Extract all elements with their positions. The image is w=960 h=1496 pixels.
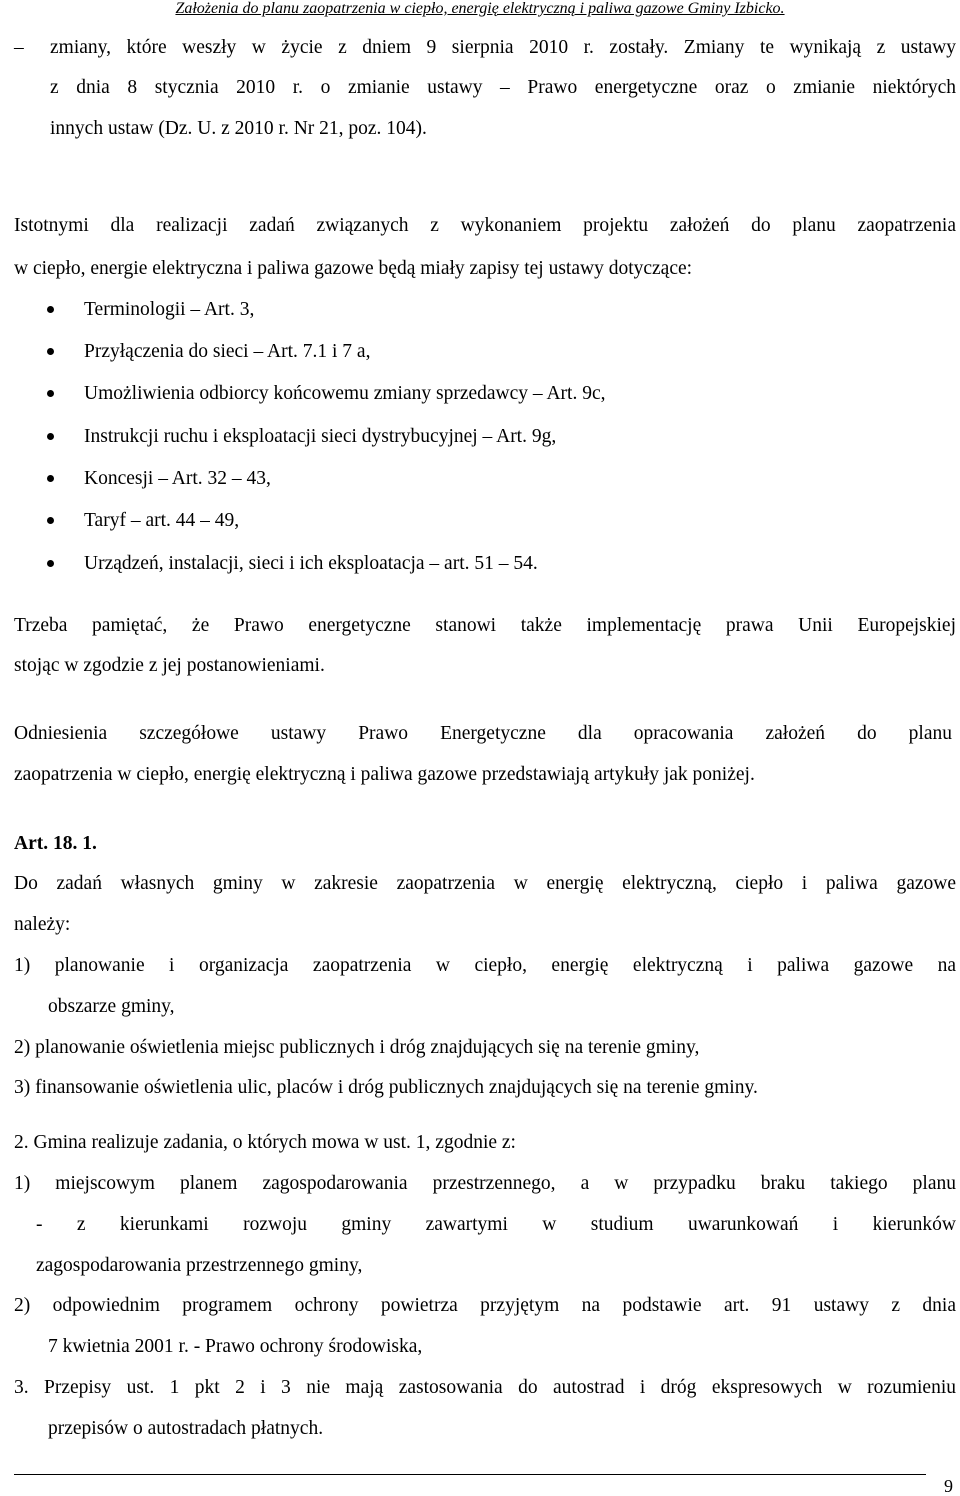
section2-heading: 2. Gmina realizuje zadania, o których mowa w ust. 1, zgodnie z: [14,1132,516,1153]
article-intro-line-1: Do zadań własnych gminy w zakresie zaopatrzenia w energię elektryczną, ciepło i paliwa gazowe [14,873,956,894]
section2-b-line-2: 7 kwietnia 2001 r. - Prawo ochrony środowiska, [48,1336,423,1357]
intro-dash: – [14,37,24,58]
section2-a-line-3: zagospodarowania przestrzennego gminy, [36,1255,363,1276]
bullet-dot [47,517,54,524]
item-3: 3) finansowanie oświetlenia ulic, placów i dróg publicznych znajdujących się na terenie gminy. [14,1077,758,1098]
bullet-dot [47,433,54,440]
intro-line-2: z dnia 8 stycznia 2010 r. o zmianie ustawy – Prawo energetyczne oraz o zmianie niektórych [50,77,956,98]
article-intro-line-2: należy: [14,914,71,935]
article-heading: Art. 18. 1. [14,833,97,854]
footer-divider [14,1474,926,1475]
bullet-item: Instrukcji ruchu i eksploatacji sieci dystrybucyjnej – Art. 9g, [84,426,557,447]
para2-line-2: stojąc w zgodzie z jej postanowieniami. [14,655,325,676]
bullet-dot [47,390,54,397]
para1-line-1: Istotnymi dla realizacji zadań związanych z wykonaniem projektu założeń do planu zaopatrzenia [14,215,956,236]
running-header: Założenia do planu zaopatrzenia w ciepło, energię elektryczną i paliwa gazowe Gminy Izbicko. [175,0,785,17]
item-2: 2) planowanie oświetlenia miejsc publicznych i dróg znajdujących się na terenie gminy, [14,1037,700,1058]
bullet-dot [47,306,54,313]
section2-a-line-1: 1) miejscowym planem zagospodarowania przestrzennego, a w przypadku braku takiego planu [14,1173,956,1194]
intro-line-1: zmiany, które weszły w życie z dniem 9 sierpnia 2010 r. zostały. Zmiany te wynikają z ustawy [50,37,956,58]
section3-line-1: 3. Przepisy ust. 1 pkt 2 i 3 nie mają zastosowania do autostrad i dróg ekspresowych w rozumieniu [14,1377,956,1398]
bullet-dot [47,475,54,482]
section2-b-line-1: 2) odpowiednim programem ochrony powietrza przyjętym na podstawie art. 91 ustawy z dnia [14,1295,956,1316]
para2-line-1: Trzeba pamiętać, że Prawo energetyczne stanowi także implementację prawa Unii Europejskiej [14,615,956,636]
intro-line-3: innych ustaw (Dz. U. z 2010 r. Nr 21, poz. 104). [50,118,427,139]
section3-line-2: przepisów o autostradach płatnych. [48,1418,324,1439]
bullet-item: Koncesji – Art. 32 – 43, [84,468,271,489]
bullet-item: Terminologii – Art. 3, [84,299,255,320]
bullet-item: Urządzeń, instalacji, sieci i ich eksploatacja – art. 51 – 54. [84,553,538,574]
item-1-line-1: 1) planowanie i organizacja zaopatrzenia w ciepło, energię elektryczną i paliwa gazowe na [14,955,956,976]
bullet-dot [47,560,54,567]
bullet-item: Umożliwienia odbiorcy końcowemu zmiany sprzedawcy – Art. 9c, [84,383,606,404]
section2-a-line-2: - z kierunkami rozwoju gminy zawartymi w studium uwarunkowań i kierunków [36,1214,956,1235]
bullet-item: Przyłączenia do sieci – Art. 7.1 i 7 a, [84,341,371,362]
bullet-dot [47,348,54,355]
page-number: 9 [944,1476,953,1496]
para1-line-2: w ciepło, energie elektryczna i paliwa gazowe będą miały zapisy tej ustawy dotyczące: [14,258,693,279]
para3-line-2: zaopatrzenia w ciepło, energię elektryczną i paliwa gazowe przedstawiają artykuły jak poniżej. [14,764,755,785]
para3-line-1: Odniesienia szczegółowe ustawy Prawo Energetyczne dla opracowania założeń do planu [14,723,952,744]
item-1-line-2: obszarze gminy, [48,996,175,1017]
bullet-item: Taryf – art. 44 – 49, [84,510,240,531]
